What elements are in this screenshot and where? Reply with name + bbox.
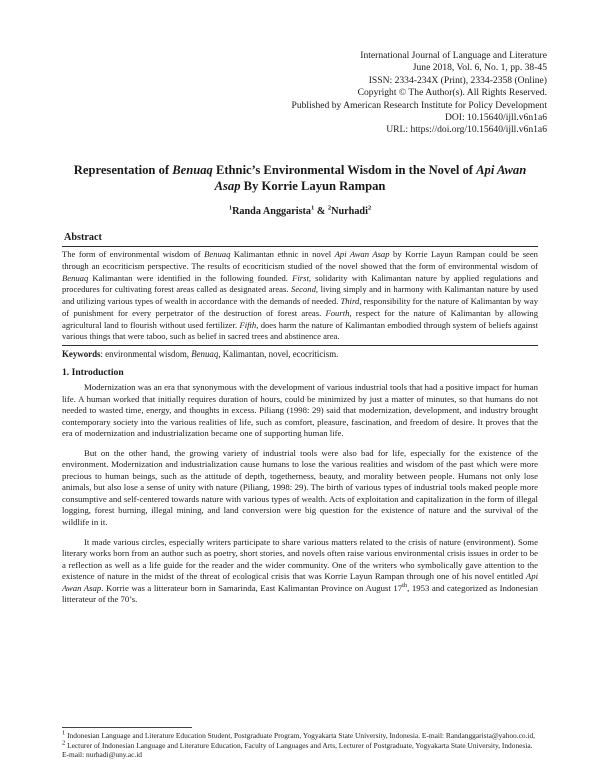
abstract-italic: Fifth <box>239 319 257 330</box>
footnote-2 <box>62 741 538 760</box>
issue-info: June 2018, Vol. 6, No. 1, pp. 38-45 <box>412 62 547 74</box>
abstract-text: Kalimantan were identified in the following founded. <box>88 272 293 283</box>
abstract-text: , responsibility for the nature of Kalimantan by way of punishment for every perpetrator of the destruction of forest areas. <box>62 296 538 318</box>
title-italic-benuaq: Benuaq <box>172 163 213 177</box>
publisher-info: Published by American Research Institute for Policy Development <box>291 99 547 111</box>
paragraph-text: It made various circles, especially writers participate to share various matters related to the crisis of nature (environment). Some literary works born from an author such as poetry, short stories, and novels often raise various environmental crisis issues in order to be a reflection as well as a life guide for the reader and the wider community. One of the writers who symbolically gave attention to the existence of nature in the midst of the threat of ecological crisis that was Korrie Layun Rampan through one of his novel entitled <box>62 536 538 582</box>
abstract-italic: Fourth <box>325 307 350 318</box>
footnote-text: Indonesian Language and Literature Education Student, Postgraduate Program, Yogyakarta State University, Indonesia. E-mail: Randanggarista@yahoo.co.id, <box>65 731 536 740</box>
author-name: Randa Anggarista <box>232 206 312 217</box>
keywords-text: , Kalimantan, novel, ecocriticism. <box>218 349 339 359</box>
abstract-italic: First <box>292 272 309 283</box>
abstract-text: The form of environmental wisdom of <box>62 249 205 259</box>
title-italic-novel: Api Awan Asap <box>214 163 527 193</box>
keywords-italic: Benuaq <box>191 349 219 359</box>
footnote-sup: 2 <box>62 739 66 747</box>
paragraph: Modernization was an era that synonymous with the development of various industrial tools that had a positive impact for human life. A human worked that initially requires duration of hours, could be minimized by just a matter of minutes, so that humans do not needed to wasted time, energy, and thoughts in excess. Piliang (1998: 29) said that modernization, development, and industry brought contemporary society into the various realities of life, such as comfort, pleasure, fascination, and freedom of desire. It proves that the era of modernization and industrialization became one of supporting human life. <box>62 382 538 439</box>
abstract-text: , solidarity with Kalimantan nature by applied regulations and procedures for cultivating forest areas called as designated areas. <box>62 272 538 295</box>
abstract-text: , living simply and in harmony with Kalimantan nature by used and utilizing various types of wealth in accordance with the demands of needed. <box>62 284 538 306</box>
paragraph-italic: Api Awan Asap <box>62 571 538 593</box>
footnote-divider <box>62 727 192 728</box>
title-text: Ethnic’s Environmental Wisdom in the Novel of <box>212 163 477 177</box>
paragraph <box>62 537 538 606</box>
abstract-text: Kalimantan ethnic in novel <box>230 249 335 259</box>
keywords-label: Keywords <box>62 349 101 359</box>
author-line <box>60 206 540 217</box>
keywords-line <box>62 349 538 359</box>
title-text: By Korrie Layun Rampan <box>240 179 386 193</box>
author-sup: 1 <box>228 204 233 212</box>
body-text <box>62 382 538 614</box>
abstract-italic: Third <box>340 296 360 306</box>
footnote-text: Lecturer of Indonesian Language and Literature Education, Faculty of Languages and Arts, Lecturer of Postgraduate, Yogyakarta State University, Indonesia. E-mail: nurhadi@uny.ac.id <box>62 740 533 760</box>
author-sup: 1 <box>311 204 315 212</box>
issn-info: ISSN: 2334-234X (Print), 2334-2358 (Online) <box>368 74 547 86</box>
footnote-1 <box>62 731 538 741</box>
journal-masthead <box>291 50 547 137</box>
author-name: Nurhadi <box>331 206 368 217</box>
abstract-italic: Api Awan Asap <box>334 249 390 259</box>
paper-title <box>60 162 540 194</box>
author-sup: 2 <box>367 204 372 212</box>
author-separator: & <box>314 206 328 217</box>
paragraph-text: , 1953 and categorized as Indonesian litterateur of the 70’s. <box>62 582 538 605</box>
url-info[interactable]: URL: https://doi.org/10.15640/ijll.v6n1a6 <box>386 124 547 136</box>
copyright-info: Copyright © The Author(s). All Rights Reserved. <box>357 87 547 99</box>
abstract-text: , respect for the nature of Kalimantan by allowing agricultural land to flourish without used fertilizer. <box>62 307 538 330</box>
author-sup: 2 <box>327 204 332 212</box>
title-text: Representation of <box>73 163 173 177</box>
abstract-heading: Abstract <box>64 232 102 243</box>
abstract-text: , does harm the nature of Kalimantan embodied through system of beliefs against various things that were taboo, such as belief in sacred trees and abstinence area. <box>62 319 538 342</box>
abstract-italic: Benuaq <box>62 272 89 283</box>
section-heading: 1. Introduction <box>62 367 124 378</box>
footnote-sup: 1 <box>62 729 66 737</box>
abstract-italic: Benuaq <box>204 249 231 259</box>
paragraph: But on the other hand, the growing variety of industrial tools were also bad for life, especially for the existence of the environment. Modernization and industrialization cause humans to lose the various realities and wisdom of the past which were more precious to human beings, such as the attitude of depth, togetherness, beauty, and morality between people. Humans not only lose animals, but also lose a sense of unity with nature (Piliang, 1998: 29). The birth of various types of industrial tools maked people more consumptive and self-centered towards nature with various types of wealth. Acts of exploitation and capitalization in the form of illegal logging, forest burning, illegal mining, and land conversion were big question for the existence of nature and the survival of the wildlife in it. <box>62 447 538 528</box>
footnotes <box>62 731 538 760</box>
journal-name: International Journal of Language and Literature <box>360 50 547 61</box>
abstract-body <box>62 246 538 346</box>
keywords-text: : environmental wisdom, <box>100 349 192 359</box>
ordinal-sup: th <box>402 581 408 589</box>
paragraph-text: . Korrie was a litterateur born in Samarinda, East Kalimantan Province on August 17 <box>101 582 403 593</box>
doi-info[interactable]: DOI: 10.15640/ijll.v6n1a6 <box>444 112 547 124</box>
abstract-text: by Korrie Layun Rampan could be seen through an ecocriticism perspective. The results of ecocriticism studied of the novel showed that the form of environmental wisdom of <box>62 249 538 271</box>
abstract-italic: Second <box>291 284 316 295</box>
